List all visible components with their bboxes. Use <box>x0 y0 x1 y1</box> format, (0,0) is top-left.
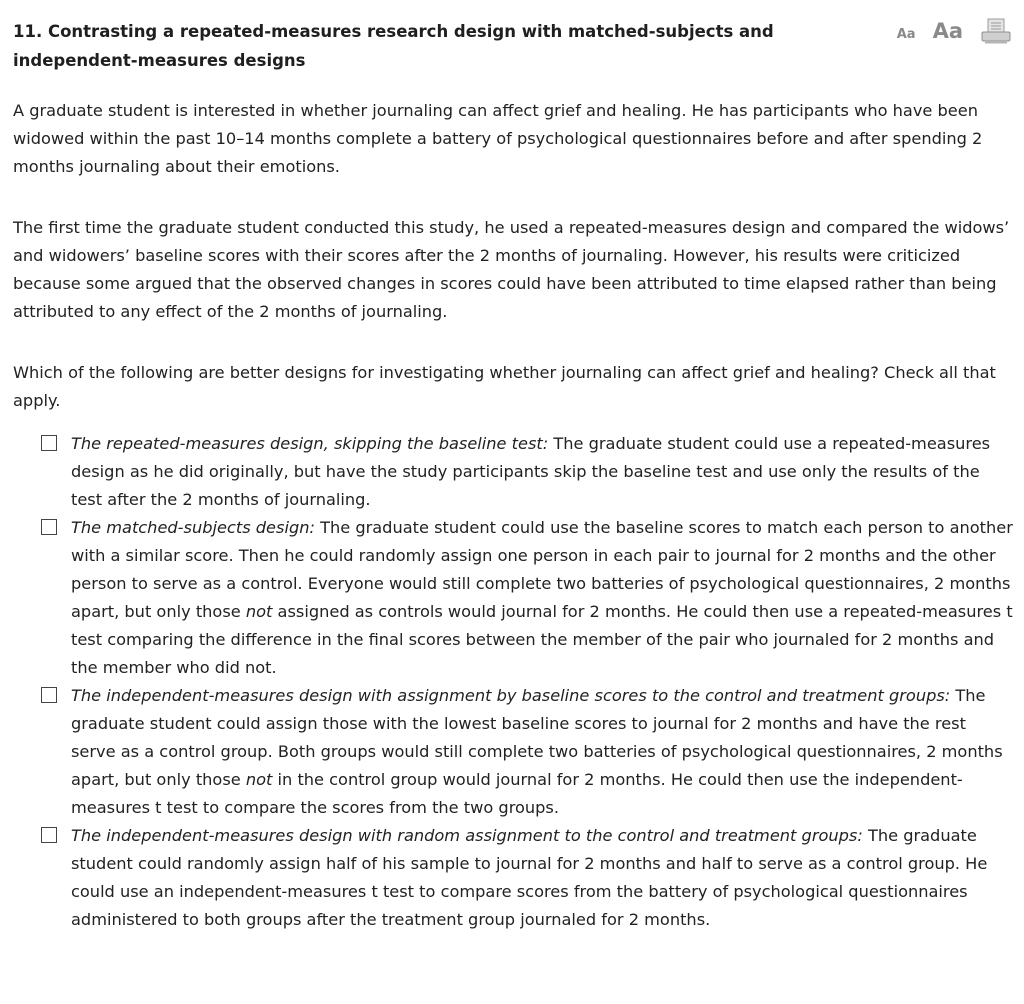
option-independent-random-assignment <box>13 822 1013 934</box>
question-header <box>13 0 1013 75</box>
question-page <box>13 0 1013 950</box>
option-matched-subjects <box>13 514 1013 682</box>
option-label: The repeated-measures design, skipping the baseline test: <box>71 434 549 453</box>
option-checkbox[interactable] <box>41 519 57 535</box>
option-label: The independent-measures design with random assignment to the control and treatment groups: <box>71 826 863 845</box>
option-text: The graduate student could use the baseline scores to match each person to another with a similar score. Then he could randomly assign one person in each pair to journal for 2 months and the other person to serve as a control. Everyone would still complete two batteries of psychological questionnaires, 2 months apart, but only those <box>71 518 1013 621</box>
option-repeated-measures-skip-baseline <box>13 430 1013 514</box>
print-icon[interactable] <box>981 18 1011 44</box>
toolbar <box>897 18 1011 44</box>
option-label: The independent-measures design with assignment by baseline scores to the control and treatment groups: <box>71 686 951 705</box>
intro-paragraph: A graduate student is interested in whether journaling can affect grief and healing. He has participants who have been widowed within the past 10–14 months complete a battery of psychological questionnaires before and after spending 2 months journaling about their emotions. <box>13 101 983 176</box>
option-text: The graduate student could assign those with the lowest baseline scores to journal for 2 months and have the rest serve as a control group. Both groups would still complete two batteries of psychological questionnaires, 2 months apart, but only those <box>71 686 1003 789</box>
option-text: in the control group would journal for 2 months. He could then use the independent-measures t test to compare the scores from the two groups. <box>71 770 963 817</box>
option-checkbox[interactable] <box>41 687 57 703</box>
option-text: The graduate student could use a repeated-measures design as he did originally, but have the study participants skip the baseline test and use only the results of the test after the 2 months of journaling. <box>71 434 991 509</box>
option-independent-baseline-assignment <box>13 682 1013 822</box>
decrease-font-button[interactable]: Aa <box>896 26 916 42</box>
option-checkbox[interactable] <box>41 435 57 451</box>
option-emphasis: not <box>245 602 273 621</box>
option-checkbox[interactable] <box>41 827 57 843</box>
prompt-paragraph: Which of the following are better designs for investigating whether journaling can affect grief and healing? Check all that apply. <box>13 363 996 410</box>
option-label: The matched-subjects design: <box>71 518 315 537</box>
option-text: The graduate student could randomly assign half of his sample to journal for 2 months and half to serve as a control group. He could use an independent-measures t test to compare scores from the battery of psychological questionnaires administered to both groups after the treatment group journaled for 2 months. <box>71 826 988 929</box>
context-paragraph: The first time the graduate student conducted this study, he used a repeated-measures design and compared the widows’ and widowers’ baseline scores with their scores after the 2 months of journaling. However, his results were criticized because some argued that the observed changes in scores could have been attributed to time elapsed rather than being attributed to any effect of the 2 months of journaling. <box>13 218 1010 321</box>
answer-options <box>13 430 1013 934</box>
question-title: 11. Contrasting a repeated-measures research design with matched-subjects and independent-measures designs <box>13 22 774 70</box>
option-emphasis: not <box>245 770 273 789</box>
option-text: assigned as controls would journal for 2 months. He could then use a repeated-measures t test comparing the difference in the final scores between the member of the pair who journaled for 2 months and the member who did not. <box>71 602 1013 677</box>
increase-font-button[interactable]: Aa <box>932 19 963 43</box>
